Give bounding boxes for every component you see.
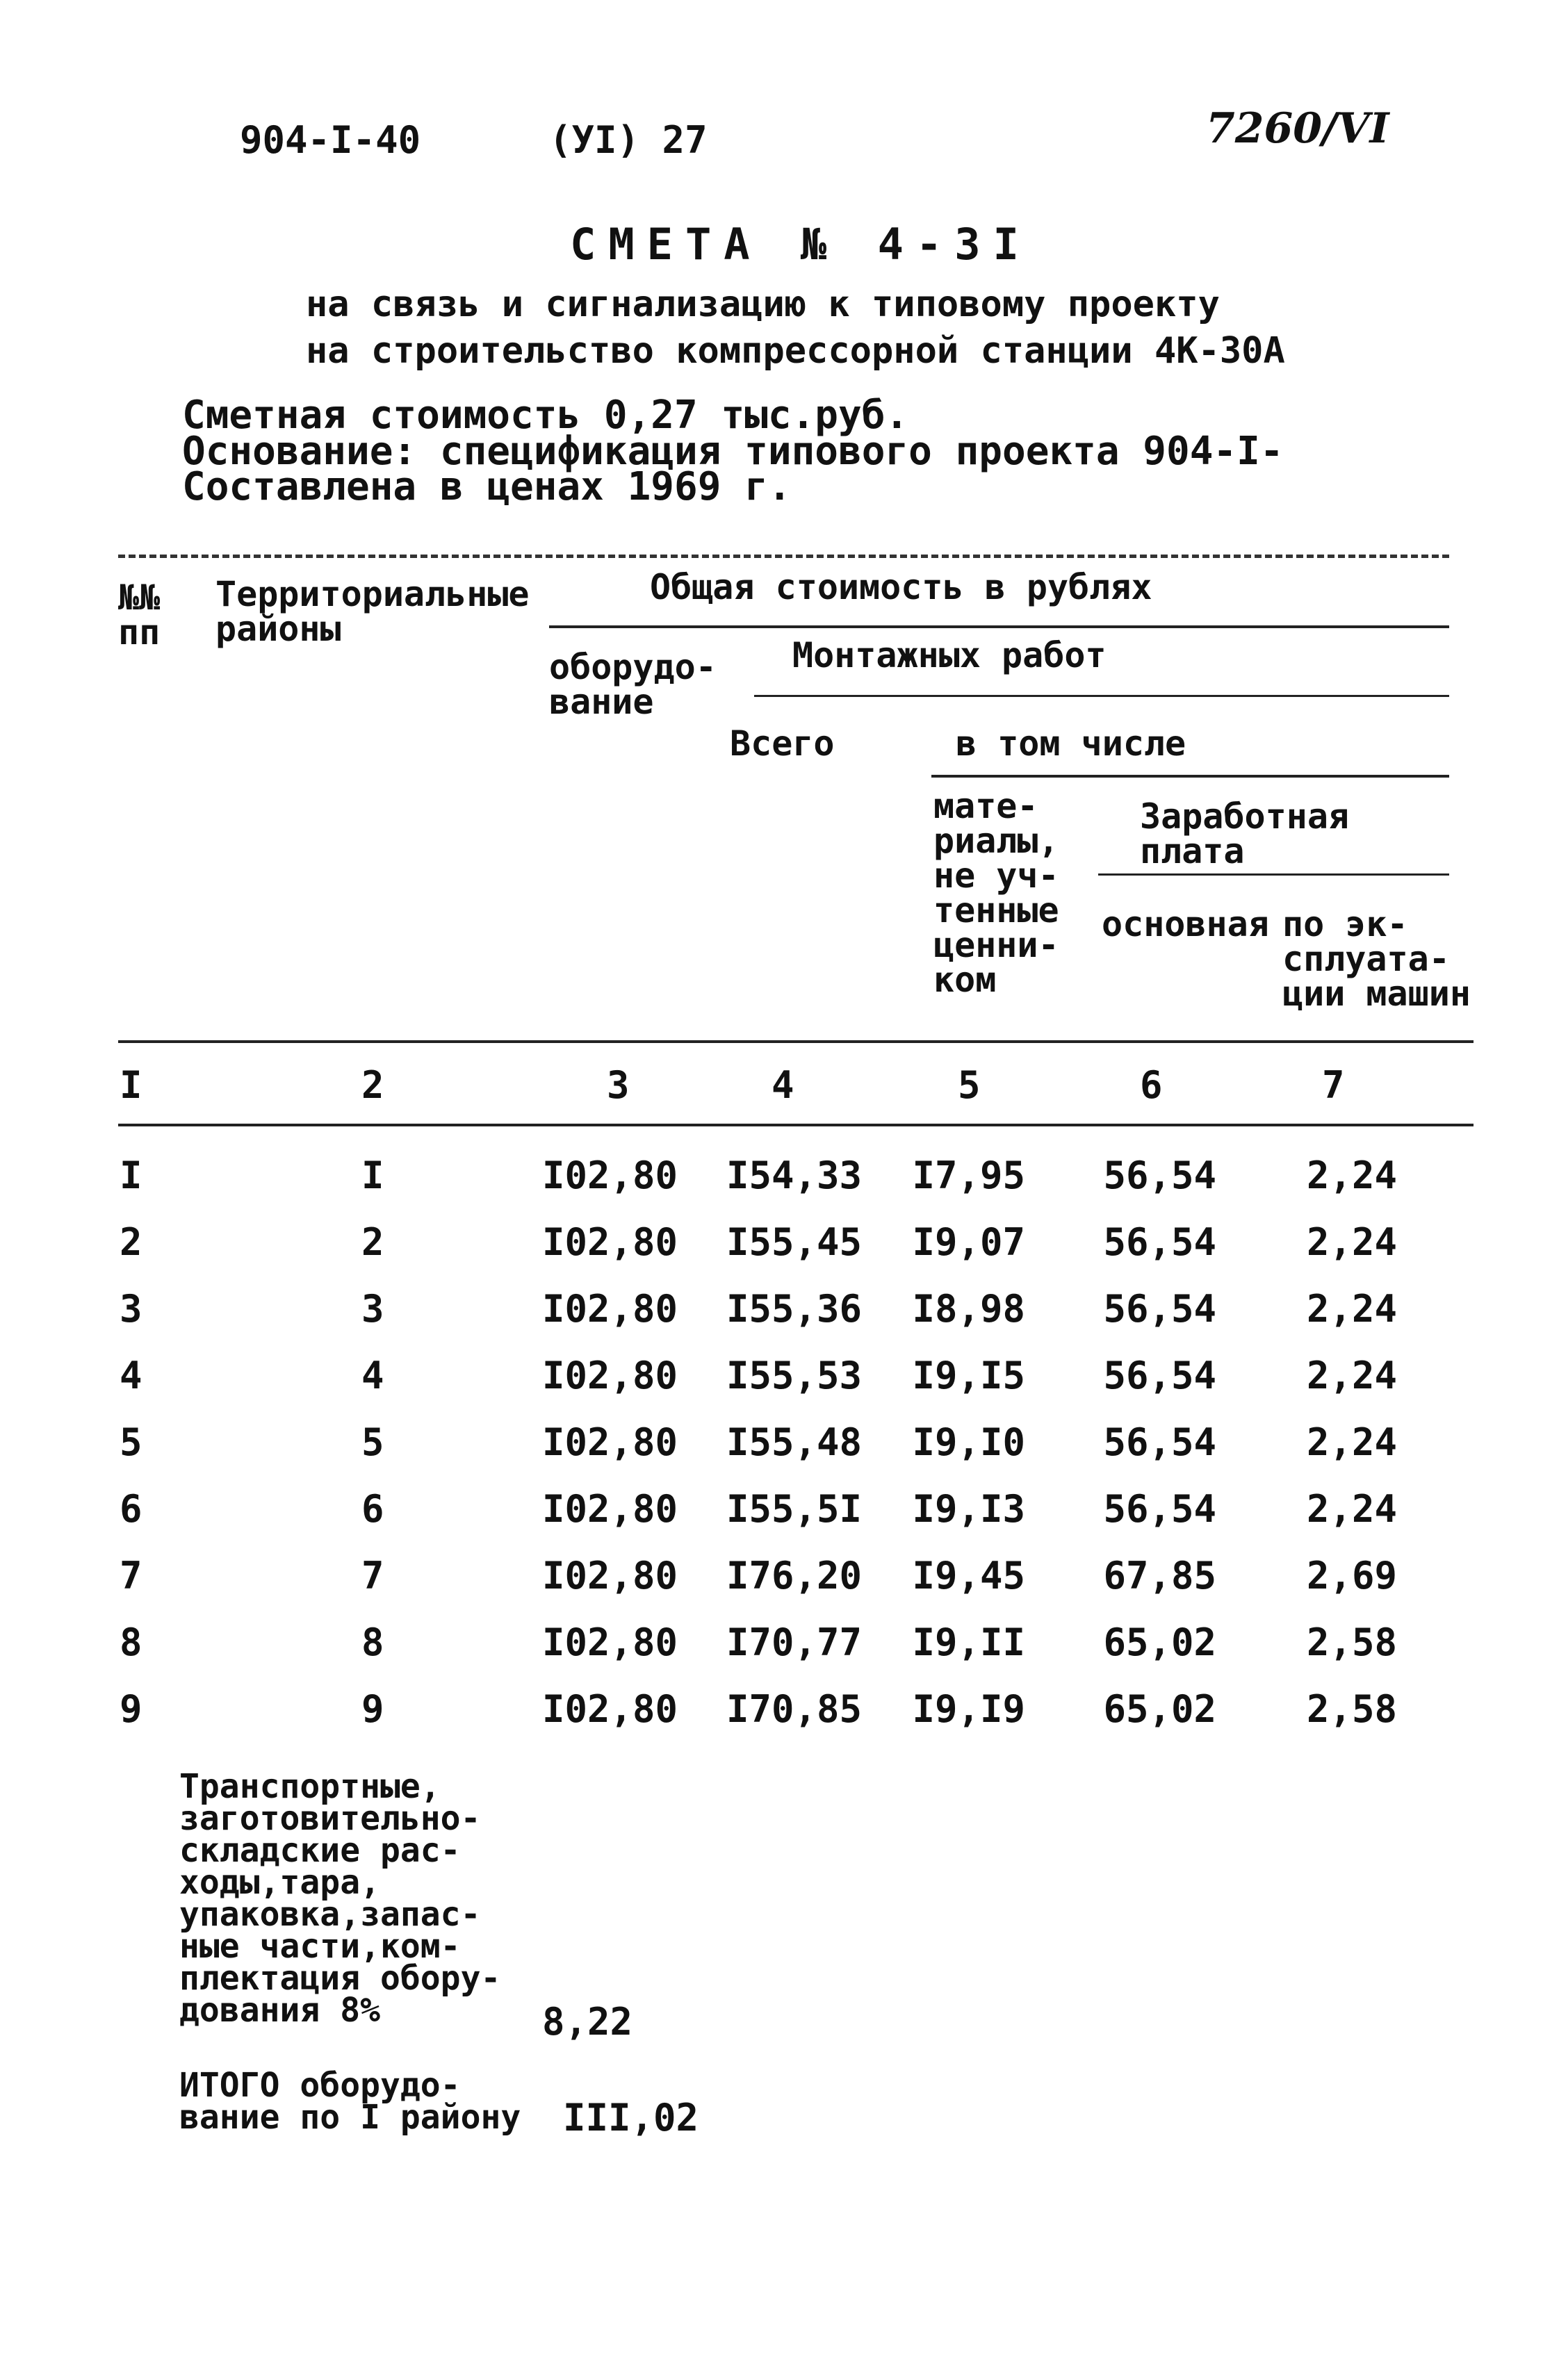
table-cell: 56,54 <box>1103 1154 1216 1197</box>
table-cell: I02,80 <box>542 1154 678 1197</box>
subtitle-line-1: на связь и сигнализацию к типовому проекту <box>306 284 1220 325</box>
column-number: I <box>120 1063 142 1107</box>
table-cell: 56,54 <box>1103 1487 1216 1531</box>
table-cell: I55,5I <box>726 1487 863 1531</box>
table-cell: 7 <box>361 1554 384 1598</box>
table-cell: 4 <box>361 1354 384 1397</box>
wages-rule <box>1098 873 1449 876</box>
transport-expenses-value: 8,22 <box>542 2000 633 2044</box>
table-cell: I02,80 <box>542 1420 678 1464</box>
header-total-cost: Общая стоимость в рублях <box>650 567 1152 607</box>
table-cell: 8 <box>361 1620 384 1664</box>
table-cell: 5 <box>120 1420 142 1464</box>
table-cell: I <box>120 1154 142 1197</box>
table-cell: I8,98 <box>912 1287 1025 1331</box>
table-cell: I55,45 <box>726 1220 863 1264</box>
basis-line: Основание: спецификация типового проекта 904-I- <box>182 429 1284 474</box>
table-cell: I02,80 <box>542 1554 678 1598</box>
handwritten-number: 7260/VI <box>1206 104 1389 153</box>
table-cell: I02,80 <box>542 1687 678 1731</box>
column-number: 7 <box>1322 1063 1345 1107</box>
table-cell: 3 <box>361 1287 384 1331</box>
column-number: 6 <box>1140 1063 1163 1107</box>
table-cell: 2,58 <box>1306 1687 1397 1731</box>
table-cell: 2,24 <box>1306 1420 1397 1464</box>
table-cell: I02,80 <box>542 1354 678 1397</box>
header-materials: мате- риалы, не уч- тенные ценни- ком <box>933 786 1059 1000</box>
table-cell: 56,54 <box>1103 1220 1216 1264</box>
table-cell: 6 <box>361 1487 384 1531</box>
column-number: 5 <box>958 1063 981 1107</box>
table-cell: I76,20 <box>726 1554 863 1598</box>
including-rule <box>931 775 1449 778</box>
table-cell: I02,80 <box>542 1487 678 1531</box>
column-numbers-rule <box>118 1124 1474 1126</box>
table-cell: I02,80 <box>542 1287 678 1331</box>
table-cell: 2,69 <box>1306 1554 1397 1598</box>
document-code: 904-I-40 <box>240 118 421 162</box>
column-number: 2 <box>361 1063 384 1107</box>
table-cell: 6 <box>120 1487 142 1531</box>
table-cell: I54,33 <box>726 1154 863 1197</box>
table-cell: 56,54 <box>1103 1420 1216 1464</box>
transport-expenses-label: Транспортные, заготовительно- складские рас- ходы,тара, упаковка,запас- ные части,ком- плектация обору- дования 8% <box>179 1767 501 2030</box>
document-title: СМЕТА № 4-3I <box>570 219 1031 270</box>
header-total: Всего <box>730 723 835 764</box>
header-wages: Заработная плата <box>1140 796 1350 871</box>
sheet-reference: (УI) 27 <box>549 118 708 162</box>
total-cost-rule <box>549 625 1449 628</box>
table-cell: I02,80 <box>542 1620 678 1664</box>
table-cell: 2,24 <box>1306 1154 1397 1197</box>
table-cell: 56,54 <box>1103 1287 1216 1331</box>
table-cell: 67,85 <box>1103 1554 1216 1598</box>
table-cell: 56,54 <box>1103 1354 1216 1397</box>
table-cell: 2 <box>120 1220 142 1264</box>
table-top-rule <box>118 555 1449 558</box>
table-cell: 65,02 <box>1103 1620 1216 1664</box>
table-cell: 9 <box>120 1687 142 1731</box>
subtitle-line-2: на строительство компрессорной станции 4К-30А <box>306 330 1285 372</box>
header-bottom-rule <box>118 1040 1474 1043</box>
column-number: 4 <box>772 1063 794 1107</box>
header-basic-wages: основная <box>1102 904 1269 944</box>
table-cell: I55,36 <box>726 1287 863 1331</box>
table-cell: 8 <box>120 1620 142 1664</box>
estimated-cost: Сметная стоимость 0,27 тыс.руб. <box>182 393 909 438</box>
header-row-number: №№ пп <box>118 577 161 653</box>
table-cell: I02,80 <box>542 1220 678 1264</box>
table-cell: I70,77 <box>726 1620 863 1664</box>
table-cell: I9,I0 <box>912 1420 1025 1464</box>
table-cell: 4 <box>120 1354 142 1397</box>
header-including: в том числе <box>956 723 1186 764</box>
prices-year-line: Составлена в ценах 1969 г. <box>182 464 792 509</box>
table-cell: 65,02 <box>1103 1687 1216 1731</box>
table-cell: 2 <box>361 1220 384 1264</box>
table-cell: I9,07 <box>912 1220 1025 1264</box>
table-cell: 2,24 <box>1306 1354 1397 1397</box>
table-cell: 7 <box>120 1554 142 1598</box>
equipment-total-value: III,02 <box>563 2096 699 2140</box>
table-cell: I9,II <box>912 1620 1025 1664</box>
table-cell: 2,24 <box>1306 1487 1397 1531</box>
header-equipment: оборудо- вание <box>549 647 717 722</box>
table-cell: 2,24 <box>1306 1220 1397 1264</box>
table-cell: I55,48 <box>726 1420 863 1464</box>
equipment-total-label: ИТОГО оборудо- вание по I району <box>179 2066 521 2137</box>
table-cell: I <box>361 1154 384 1197</box>
header-installation: Монтажных работ <box>792 635 1107 675</box>
header-machine-operation: по эк- сплуата- ции машин <box>1282 904 1471 1014</box>
header-region: Территориальные районы <box>215 574 530 649</box>
table-cell: I9,I9 <box>912 1687 1025 1731</box>
table-cell: I9,45 <box>912 1554 1025 1598</box>
column-number: 3 <box>607 1063 630 1107</box>
table-cell: 3 <box>120 1287 142 1331</box>
table-cell: I55,53 <box>726 1354 863 1397</box>
table-cell: I70,85 <box>726 1687 863 1731</box>
table-cell: 9 <box>361 1687 384 1731</box>
table-cell: I9,I3 <box>912 1487 1025 1531</box>
table-cell: 2,58 <box>1306 1620 1397 1664</box>
table-cell: I9,I5 <box>912 1354 1025 1397</box>
table-cell: 5 <box>361 1420 384 1464</box>
table-cell: 2,24 <box>1306 1287 1397 1331</box>
installation-rule <box>754 695 1449 697</box>
table-cell: I7,95 <box>912 1154 1025 1197</box>
